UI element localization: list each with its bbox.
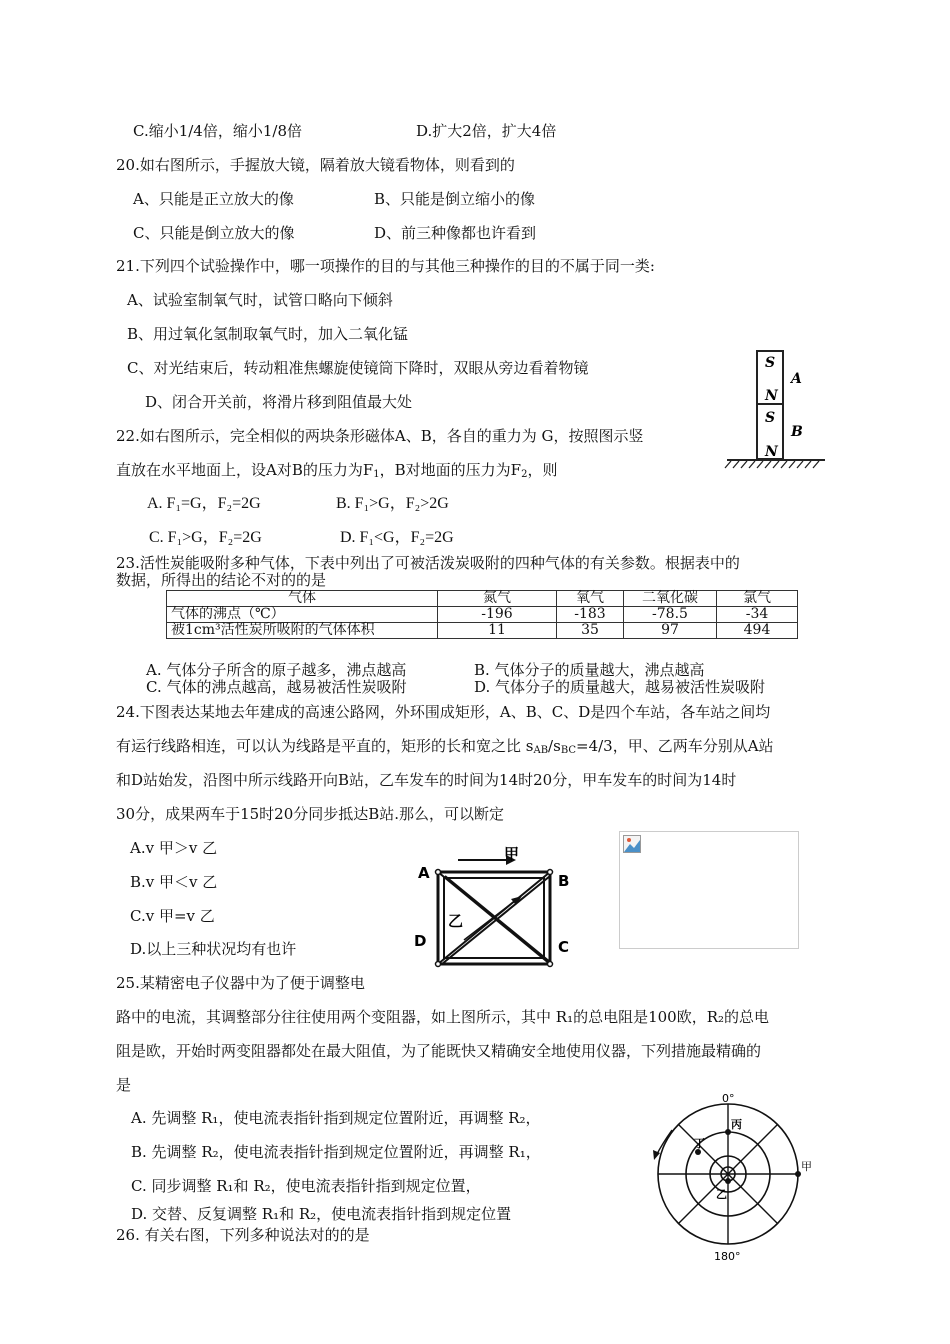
q20-option-a: A、只能是正立放大的像 <box>133 190 294 208</box>
q24-line4: 30分，成果两车于15时20分同步抵达B站.那么，可以断定 <box>116 805 505 823</box>
magnet-a-label: A <box>791 371 802 387</box>
q25-option-c: C. 同步调整 R₁和 R₂，使电流表指针指到规定位置， <box>131 1177 481 1195</box>
q24-option-d: D.以上三种状况均有也许 <box>130 940 297 958</box>
q25-option-a: A. 先调整 R₁，使电流表指针指到规定位置附近，再调整 R₂， <box>131 1109 541 1127</box>
table-row <box>167 623 798 639</box>
q26-stem: 26. 有关右图，下列多种说法对的的是 <box>116 1226 370 1244</box>
magnet-a-s: S <box>765 355 776 371</box>
q22-option-b: B. F₁>G，F₂>2G <box>336 495 449 512</box>
q23-option-d: D. 气体分子的质量越大，越易被活性炭吸附 <box>474 678 766 696</box>
table-cell: -78.5 <box>624 607 717 623</box>
road-label-c: C <box>558 938 570 956</box>
q22-stem-line2: 直放在水平地面上，设A对B的压力为$F_1$，B对地面的压力为$F_2$，则 <box>116 461 558 480</box>
q21-option-d: D、闭合开关前，将滑片移到阻值最大处 <box>145 393 413 411</box>
q23-option-c: C. 气体的沸点越高，越易被活性炭吸附 <box>146 678 407 696</box>
table-header-row <box>167 591 798 607</box>
q21-option-a: A、试验室制氧气时，试管口略向下倾斜 <box>127 291 393 309</box>
q25-line4: 是 <box>116 1076 132 1094</box>
table-cell: 35 <box>557 623 624 639</box>
polar-label-yi: 乙 <box>716 1188 727 1201</box>
broken-image-icon <box>623 835 641 853</box>
road-label-jia: 甲 <box>504 845 520 863</box>
magnet-b-n: N <box>765 444 778 460</box>
table-cell: 被1cm³活性炭所吸附的气体体积 <box>167 623 438 639</box>
q25-option-d: D. 交替、反复调整 R₁和 R₂，使电流表指针指到规定位置 <box>131 1205 512 1223</box>
magnet-a-n: N <box>765 388 778 404</box>
table-header-cell: 二氧化碳 <box>624 591 717 607</box>
q24-line1: 24.下图表达某地去年建成的高速公路网，外环围成矩形，A、B、C、D是四个车站，各车站之间均 <box>116 703 771 721</box>
q25-line3: 阻是欧，开始时两变阻器都处在最大阻值，为了能既快又精确安全地使用仪器，下列措施最精确的 <box>116 1042 762 1060</box>
q24-option-a: A.v 甲＞v 乙 <box>130 839 218 857</box>
q22-stem-line1: 22.如右图所示，完全相似的两块条形磁体A、B，各自的重力为 G，按照图示竖 <box>116 427 644 445</box>
polar-label-bing: 丙 <box>731 1118 742 1131</box>
q22-option-c: C. F₁>G，F₂=2G <box>149 529 262 546</box>
q22-option-a: A. F₁=G，F₂=2G <box>147 495 261 512</box>
q23-stem-line2: 数据，所得出的结论不对的的是 <box>116 571 327 589</box>
q19-option-c: C.缩小1/4倍，缩小1/8倍 <box>133 122 302 140</box>
magnet-b-label: B <box>791 424 803 440</box>
polar-label-180: 180° <box>714 1250 741 1263</box>
q24-option-b: B.v 甲＜v 乙 <box>130 873 218 891</box>
road-label-d: D <box>414 932 427 950</box>
q24-option-c: C.v 甲=v 乙 <box>130 907 215 925</box>
q21-stem: 21.下列四个试验操作中，哪一项操作的目的与其他三种操作的目的不属于同一类: <box>116 257 655 275</box>
q23-stem-line1: 23.活性炭能吸附多种气体，下表中列出了可被活泼炭吸附的四种气体的有关参数。根据表中的 <box>116 554 740 572</box>
table-cell: 11 <box>438 623 557 639</box>
table-cell: 494 <box>717 623 798 639</box>
table-header-cell: 氧气 <box>557 591 624 607</box>
q23-option-a: A. 气体分子所含的原子越多，沸点越高 <box>146 661 407 679</box>
polar-figure <box>644 1092 814 1262</box>
q23-option-b: B. 气体分子的质量越大，沸点越高 <box>474 661 705 679</box>
q20-option-c: C、只能是倒立放大的像 <box>133 224 295 242</box>
q20-option-b: B、只能是倒立缩小的像 <box>374 190 536 208</box>
table-cell: -34 <box>717 607 798 623</box>
road-label-yi: 乙 <box>448 912 464 930</box>
table-row <box>167 607 798 623</box>
missing-image-placeholder <box>619 831 799 949</box>
table-cell: 97 <box>624 623 717 639</box>
polar-label-ding: 丁 <box>694 1137 705 1150</box>
table-header-cell: 气体 <box>167 591 438 607</box>
magnet-figure <box>725 348 835 468</box>
q22-option-d: D. F₁<G，F₂=2G <box>340 529 454 546</box>
polar-label-jia: 甲 <box>801 1160 812 1173</box>
table-header-cell: 氮气 <box>438 591 557 607</box>
table-cell: 气体的沸点（℃） <box>167 607 438 623</box>
q20-option-d: D、前三种像都也许看到 <box>374 224 537 242</box>
road-label-a: A <box>418 864 430 882</box>
road-network-figure <box>412 845 592 958</box>
magnet-b-s: S <box>765 410 776 426</box>
table-cell: -196 <box>438 607 557 623</box>
q24-line3: 和D站始发，沿图中所示线路开向B站，乙车发车的时间为14时20分，甲车发车的时间为14时 <box>116 771 737 789</box>
q21-option-b: B、用过氧化氢制取氧气时，加入二氧化锰 <box>127 325 409 343</box>
q25-option-b: B. 先调整 R₂，使电流表指针指到规定位置附近，再调整 R₁， <box>131 1143 541 1161</box>
polar-label-0: 0° <box>722 1092 735 1105</box>
table-cell: -183 <box>557 607 624 623</box>
q20-stem: 20.如右图所示，手握放大镜，隔着放大镜看物体，则看到的 <box>116 156 515 174</box>
gas-table <box>166 590 798 639</box>
road-label-b: B <box>558 872 570 890</box>
q24-line2: 有运行线路相连，可以认为线路是平直的，矩形的长和宽之比 $s_{AB}/s_{BC}=4/3$，甲、乙两车分别从A站 <box>116 737 774 756</box>
q19-option-d: D.扩大2倍，扩大4倍 <box>416 122 557 140</box>
table-header-cell: 氯气 <box>717 591 798 607</box>
q21-option-c: C、对光结束后，转动粗准焦螺旋使镜筒下降时，双眼从旁边看着物镜 <box>127 359 589 377</box>
q25-line2: 路中的电流，其调整部分往往使用两个变阻器，如上图所示，其中 R₁的总电阻是100欧，R₂的总电 <box>116 1008 770 1026</box>
q25-line1: 25.某精密电子仪器中为了便于调整电 <box>116 974 365 992</box>
